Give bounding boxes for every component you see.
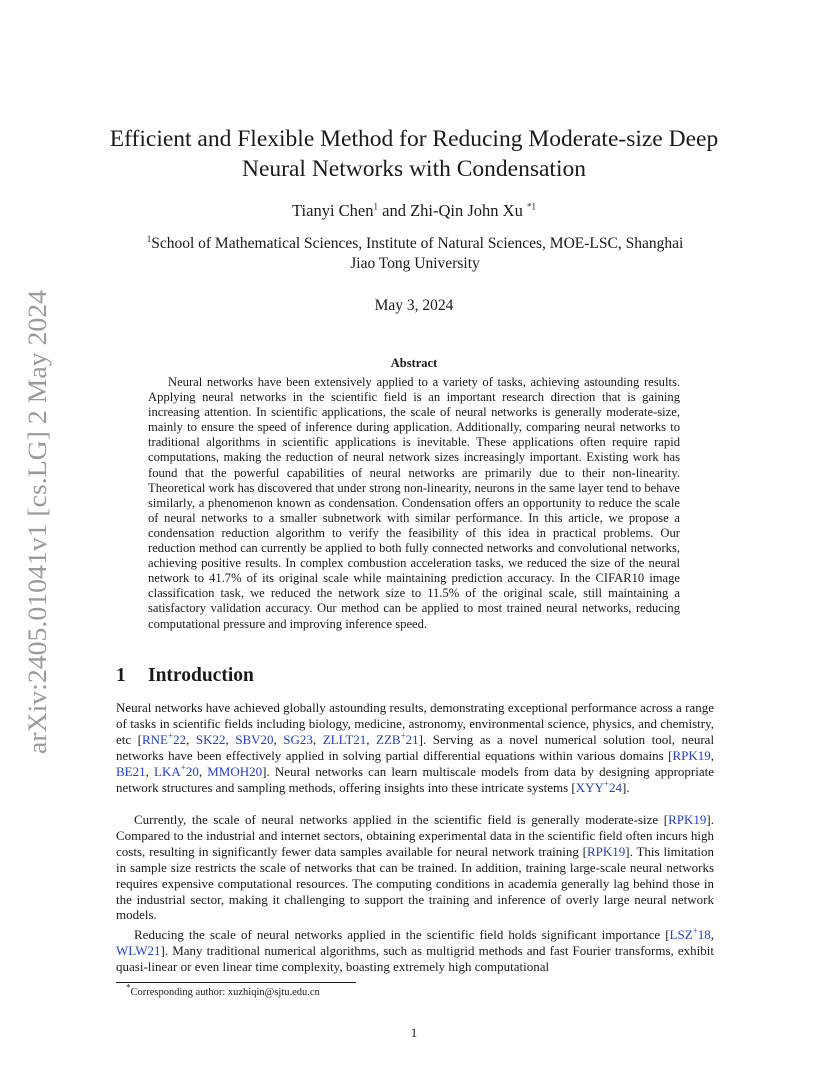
section-title: Introduction [148,665,254,686]
citation-link[interactable]: SG23 [283,731,313,747]
citation-link[interactable]: RNE+22 [142,730,187,747]
abstract-heading: Abstract [390,356,438,370]
paragraph-text: Currently, the scale of neural networks applied in the scientific field is generally moderate-size [ [134,812,669,827]
paragraph-text: Neural networks have achieved globally astounding results, demonstrating exceptional performance across a range of tasks in scientific fields including biology, medicine, astronomy, environmental science, physics, and chemistry, etc [ [116,700,714,747]
arxiv-identifier: arXiv:2405.01041v1 [cs.LG] 2 May 2024 [23,319,52,754]
title-line-2: Neural Networks with Condensation [242,156,586,182]
paper-title [100,124,728,184]
footnote-mark: * [126,982,131,993]
citation-link[interactable]: XYY+24 [575,778,622,795]
intro-paragraph-1: Neural networks have achieved globally astounding results, demonstrating exceptional performance across a range of tasks in scientific fields including biology, medicine, astronomy, environmental science, physics, and chemistry, etc [RNE+22, SK22, SBV20, SG23, ZLLT21, ZZB+21]. Serving as a novel numerical solution tool, neural networks have been effectively applied in solving partial differential equations within various domains [RPK19, BE21, LKA+20, MMOH20]. Neural networks can learn multiscale models from data by designing appropriate network structures and sampling methods, offering insights into these intricate systems [XYY+24]. [116,700,715,795]
paragraph-text: ]. Compared to the industrial and internet sectors, obtaining experimental data in the scientific field often incurs high costs, resulting in significantly fewer data samples available for neural network training [ [116,812,714,859]
citation-link[interactable]: SK22 [195,731,226,747]
footnote [126,982,626,999]
page-number: 1 [410,1025,418,1040]
paragraph-text: ]. Neural networks can learn multiscale models from data by designing appropriate network structures and sampling methods, offering insights into these intricate systems [ [116,763,715,795]
citation-link[interactable]: LSZ+18 [669,925,711,942]
section-number: 1 [116,665,126,686]
citation-link[interactable]: LKA+20 [154,762,199,779]
affiliation-mark: *1 [526,201,536,212]
title-line-1: Efficient and Flexible Method for Reducing Moderate-size Deep [109,126,719,152]
citation-link[interactable]: SBV20 [235,731,274,747]
paragraph-text: Reducing the scale of neural networks applied in the scientific field holds significant importance [ [134,927,670,942]
intro-paragraph-2 [116,812,714,923]
footnote-divider [116,982,356,983]
affiliation-mark: 1 [146,233,152,244]
affiliation-mark: 1 [373,201,378,212]
paragraph-text: ]. This limitation in sample size restricts the scale of networks that can be trained. In addition, training large-scale neural networks requires expensive computational resources. The computing conditions in academia generally lag behind those in the industrial sector, making it challenging to support the training and inference of overly large neural network models. [116,843,714,923]
affiliation-line-2: Jiao Tong University [350,255,480,272]
abstract-text: Neural networks have been extensively applied to a variety of tasks, achieving astounding results. Applying neural networks in the scientific field is an important research direction that is gaining increasing attention. In scientific applications, the scale of neural networks is generally moderate-size, mainly to ensure the speed of inference during application. Additionally, comparing neural networks to traditional algorithms in scientific applications is inevitable. These applications often require rapid computations, making the reduction of neural network sizes increasingly important. Existing work has found that the powerful capabilities of neural networks are primarily due to their non-linearity. Theoretical work has discovered that under strong non-linearity, neurons in the same layer tend to behave similarly, a phenomenon known as condensation. Condensation offers an opportunity to reduce the scale of neural networks to a smaller subnetwork with similar performance. In this article, we propose a condensation reduction algorithm to verify the feasibility of this idea in practical problems. Our reduction method can currently be applied to both fully connected networks and convolutional networks, achieving positive results. In complex combustion acceleration tasks, we reduced the size of the neural network to 41.7% of its original scale while maintaining prediction accuracy. In the CIFAR10 image classification task, we reduced the network size to 11.5% of the original scale, still maintaining a satisfactory validation accuracy. Our method can be applied to most trained neural networks, reducing computational pressure and improving inference speed. [148,375,680,631]
publication-date: May 3, 2024 [374,297,454,314]
citation-link[interactable]: RPK19 [672,747,711,763]
author-separator: and [378,201,411,220]
paragraph-text: ]. Many traditional numerical algorithms, such as multigrid methods and fast Fourier transforms, exhibit quasi-linear or even linear time complexity, boasting extremely high computational [116,942,714,974]
affiliation-line-1: School of Mathematical Sciences, Institute of Natural Sciences, MOE-LSC, Shanghai [151,235,684,252]
citation-link[interactable]: BE21 [116,763,146,779]
affiliation [116,234,714,274]
arxiv-side-stamp [17,286,57,758]
citation-link[interactable]: RPK19 [587,843,626,859]
citation-link[interactable]: WLW21 [116,942,161,958]
section-heading [116,665,516,687]
citation-link[interactable]: MMOH20 [207,763,263,779]
author-name: Tianyi Chen [292,201,374,220]
citation-link[interactable]: RPK19 [668,812,707,827]
citation-link[interactable]: ZLLT21 [322,731,367,747]
author-name: Zhi-Qin John Xu [410,201,523,220]
footnote-text: Corresponding author: xuzhiqin@sjtu.edu.cn [130,987,320,998]
paragraph-text: ]. Serving as a novel numerical solution tool, neural networks have been effectively applied in solving partial differential equations within various domains [ [116,731,715,763]
paragraph-text: ]. [622,779,630,795]
citation-link[interactable]: ZZB+21 [376,730,419,747]
intro-paragraph-3: Reducing the scale of neural networks applied in the scientific field holds significant importance [LSZ+18, WLW21]. Many traditional numerical algorithms, such as multigrid methods and fast Fourier transforms, exhibit quasi-linear or even linear time complexity, boasting extremely high computational [116,925,714,974]
author-list [100,200,728,222]
